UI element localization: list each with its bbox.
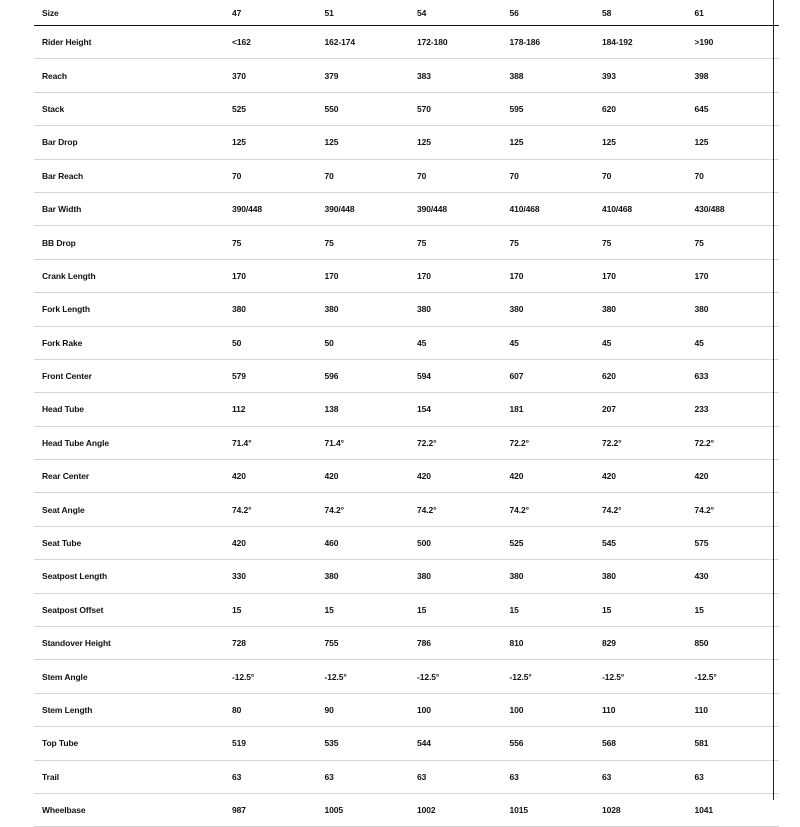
table-cell: 71.4° bbox=[224, 426, 317, 459]
table-row bbox=[34, 26, 779, 59]
row-label: Trail bbox=[34, 760, 224, 793]
table-cell: 70 bbox=[224, 159, 317, 192]
table-cell: 74.2° bbox=[409, 493, 502, 526]
table-row bbox=[34, 293, 779, 326]
table-cell: 63 bbox=[409, 760, 502, 793]
row-label: Bar Width bbox=[34, 192, 224, 225]
table-row bbox=[34, 259, 779, 292]
table-cell: 15 bbox=[224, 593, 317, 626]
table-cell: 570 bbox=[409, 92, 502, 125]
table-cell: 45 bbox=[594, 326, 687, 359]
table-row bbox=[34, 192, 779, 225]
table-cell: -12.5° bbox=[317, 660, 410, 693]
table-cell: 70 bbox=[317, 159, 410, 192]
table-cell: 125 bbox=[409, 126, 502, 159]
table-cell: 987 bbox=[224, 793, 317, 826]
table-cell: 72.2° bbox=[409, 426, 502, 459]
table-cell: 75 bbox=[594, 226, 687, 259]
row-label: Seat Angle bbox=[34, 493, 224, 526]
table-row bbox=[34, 493, 779, 526]
table-cell: 786 bbox=[409, 627, 502, 660]
table-cell: 1015 bbox=[502, 793, 595, 826]
table-cell: 70 bbox=[687, 159, 780, 192]
table-cell: 535 bbox=[317, 727, 410, 760]
row-label: Seatpost Offset bbox=[34, 593, 224, 626]
table-cell: 162-174 bbox=[317, 26, 410, 59]
table-cell: -12.5° bbox=[224, 660, 317, 693]
table-row bbox=[34, 426, 779, 459]
table-cell: 420 bbox=[687, 460, 780, 493]
table-cell: 154 bbox=[409, 393, 502, 426]
table-cell: 1041 bbox=[687, 793, 780, 826]
table-cell: 75 bbox=[317, 226, 410, 259]
table-cell: 125 bbox=[317, 126, 410, 159]
table-cell: 620 bbox=[594, 359, 687, 392]
table-cell: 544 bbox=[409, 727, 502, 760]
table-row bbox=[34, 126, 779, 159]
table-cell: 125 bbox=[687, 126, 780, 159]
table-cell: 420 bbox=[502, 460, 595, 493]
table-cell: 125 bbox=[502, 126, 595, 159]
size-header-label: Size bbox=[34, 0, 224, 26]
table-cell: 380 bbox=[317, 560, 410, 593]
table-cell: 233 bbox=[687, 393, 780, 426]
table-cell: 170 bbox=[317, 259, 410, 292]
table-cell: 645 bbox=[687, 92, 780, 125]
table-cell: 460 bbox=[317, 526, 410, 559]
table-cell: 633 bbox=[687, 359, 780, 392]
table-cell: 15 bbox=[502, 593, 595, 626]
table-cell: 380 bbox=[317, 293, 410, 326]
table-cell: 380 bbox=[594, 293, 687, 326]
row-label: Crank Length bbox=[34, 259, 224, 292]
header-row bbox=[34, 0, 779, 26]
table-cell: 70 bbox=[409, 159, 502, 192]
table-cell: 390/448 bbox=[317, 192, 410, 225]
table-cell: 410/468 bbox=[594, 192, 687, 225]
row-label: Stack bbox=[34, 92, 224, 125]
row-label: Fork Length bbox=[34, 293, 224, 326]
table-cell: 380 bbox=[594, 560, 687, 593]
table-cell: 420 bbox=[317, 460, 410, 493]
table-cell: 420 bbox=[224, 460, 317, 493]
table-cell: 90 bbox=[317, 693, 410, 726]
table-row bbox=[34, 793, 779, 826]
table-cell: 112 bbox=[224, 393, 317, 426]
table-row bbox=[34, 593, 779, 626]
row-label: BB Drop bbox=[34, 226, 224, 259]
table-cell: 70 bbox=[502, 159, 595, 192]
table-cell: 420 bbox=[409, 460, 502, 493]
row-label: Standover Height bbox=[34, 627, 224, 660]
table-cell: 380 bbox=[502, 293, 595, 326]
table-cell: 500 bbox=[409, 526, 502, 559]
row-label: Rear Center bbox=[34, 460, 224, 493]
table-row bbox=[34, 526, 779, 559]
table-cell: 170 bbox=[687, 259, 780, 292]
table-cell: 550 bbox=[317, 92, 410, 125]
table-cell: 596 bbox=[317, 359, 410, 392]
table-cell: 72.2° bbox=[594, 426, 687, 459]
row-label: Stem Angle bbox=[34, 660, 224, 693]
table-cell: 390/448 bbox=[224, 192, 317, 225]
size-header-cell: 51 bbox=[317, 0, 410, 26]
table-cell: 45 bbox=[687, 326, 780, 359]
row-label: Front Center bbox=[34, 359, 224, 392]
row-label: Seatpost Length bbox=[34, 560, 224, 593]
table-cell: 170 bbox=[502, 259, 595, 292]
table-row bbox=[34, 660, 779, 693]
table-row bbox=[34, 460, 779, 493]
table-cell: 75 bbox=[687, 226, 780, 259]
row-label: Bar Drop bbox=[34, 126, 224, 159]
table-cell: 330 bbox=[224, 560, 317, 593]
table-cell: 75 bbox=[224, 226, 317, 259]
table-cell: 568 bbox=[594, 727, 687, 760]
table-cell: 75 bbox=[502, 226, 595, 259]
table-cell: 184-192 bbox=[594, 26, 687, 59]
table-cell: 110 bbox=[687, 693, 780, 726]
table-cell: 15 bbox=[687, 593, 780, 626]
table-cell: 15 bbox=[317, 593, 410, 626]
table-cell: 100 bbox=[502, 693, 595, 726]
row-label: Seat Tube bbox=[34, 526, 224, 559]
table-cell: 100 bbox=[409, 693, 502, 726]
table-cell: 74.2° bbox=[594, 493, 687, 526]
table-cell: 172-180 bbox=[409, 26, 502, 59]
table-cell: 410/468 bbox=[502, 192, 595, 225]
table-row bbox=[34, 560, 779, 593]
row-label: Bar Reach bbox=[34, 159, 224, 192]
table-cell: 71.4° bbox=[317, 426, 410, 459]
table-cell: 75 bbox=[409, 226, 502, 259]
table-cell: 810 bbox=[502, 627, 595, 660]
table-cell: -12.5° bbox=[594, 660, 687, 693]
table-cell: 430/488 bbox=[687, 192, 780, 225]
row-label: Head Tube bbox=[34, 393, 224, 426]
geometry-table bbox=[34, 0, 779, 827]
table-row bbox=[34, 59, 779, 92]
table-cell: 579 bbox=[224, 359, 317, 392]
table-cell: 125 bbox=[594, 126, 687, 159]
table-cell: 50 bbox=[317, 326, 410, 359]
table-cell: 74.2° bbox=[687, 493, 780, 526]
table-cell: >190 bbox=[687, 26, 780, 59]
table-cell: 50 bbox=[224, 326, 317, 359]
table-cell: 170 bbox=[409, 259, 502, 292]
table-cell: 430 bbox=[687, 560, 780, 593]
table-cell: 595 bbox=[502, 92, 595, 125]
table-cell: 545 bbox=[594, 526, 687, 559]
row-label: Stem Length bbox=[34, 693, 224, 726]
table-cell: 63 bbox=[502, 760, 595, 793]
table-cell: 519 bbox=[224, 727, 317, 760]
table-row bbox=[34, 627, 779, 660]
table-cell: 556 bbox=[502, 727, 595, 760]
table-cell: 45 bbox=[409, 326, 502, 359]
geometry-table-container bbox=[34, 0, 774, 827]
row-label: Wheelbase bbox=[34, 793, 224, 826]
table-cell: 525 bbox=[224, 92, 317, 125]
table-cell: 170 bbox=[594, 259, 687, 292]
table-cell: 581 bbox=[687, 727, 780, 760]
table-cell: -12.5° bbox=[409, 660, 502, 693]
table-cell: 728 bbox=[224, 627, 317, 660]
table-cell: 170 bbox=[224, 259, 317, 292]
row-label: Head Tube Angle bbox=[34, 426, 224, 459]
table-cell: 393 bbox=[594, 59, 687, 92]
table-cell: 390/448 bbox=[409, 192, 502, 225]
row-label: Reach bbox=[34, 59, 224, 92]
table-cell: 72.2° bbox=[502, 426, 595, 459]
table-row bbox=[34, 326, 779, 359]
size-header-cell: 54 bbox=[409, 0, 502, 26]
table-cell: 45 bbox=[502, 326, 595, 359]
table-cell: 380 bbox=[409, 560, 502, 593]
table-cell: 178-186 bbox=[502, 26, 595, 59]
table-cell: 829 bbox=[594, 627, 687, 660]
table-cell: 370 bbox=[224, 59, 317, 92]
table-cell: 15 bbox=[594, 593, 687, 626]
table-cell: 380 bbox=[409, 293, 502, 326]
table-cell: 388 bbox=[502, 59, 595, 92]
table-cell: 594 bbox=[409, 359, 502, 392]
size-header-cell: 61 bbox=[687, 0, 780, 26]
size-header-cell: 47 bbox=[224, 0, 317, 26]
table-cell: 63 bbox=[224, 760, 317, 793]
table-cell: 607 bbox=[502, 359, 595, 392]
table-row bbox=[34, 693, 779, 726]
table-row bbox=[34, 159, 779, 192]
table-cell: 380 bbox=[687, 293, 780, 326]
row-label: Fork Rake bbox=[34, 326, 224, 359]
table-cell: 74.2° bbox=[317, 493, 410, 526]
table-cell: 1028 bbox=[594, 793, 687, 826]
table-row bbox=[34, 760, 779, 793]
table-cell: 420 bbox=[224, 526, 317, 559]
row-label: Top Tube bbox=[34, 727, 224, 760]
table-cell: 755 bbox=[317, 627, 410, 660]
table-cell: 379 bbox=[317, 59, 410, 92]
table-cell: -12.5° bbox=[502, 660, 595, 693]
table-cell: 72.2° bbox=[687, 426, 780, 459]
table-cell: 15 bbox=[409, 593, 502, 626]
row-label: Rider Height bbox=[34, 26, 224, 59]
table-cell: 70 bbox=[594, 159, 687, 192]
table-cell: 80 bbox=[224, 693, 317, 726]
table-cell: 110 bbox=[594, 693, 687, 726]
table-cell: 850 bbox=[687, 627, 780, 660]
table-row bbox=[34, 359, 779, 392]
table-cell: -12.5° bbox=[687, 660, 780, 693]
table-row bbox=[34, 226, 779, 259]
table-cell: 74.2° bbox=[224, 493, 317, 526]
table-row bbox=[34, 92, 779, 125]
table-cell: 620 bbox=[594, 92, 687, 125]
table-cell: 575 bbox=[687, 526, 780, 559]
table-cell: 383 bbox=[409, 59, 502, 92]
size-header-cell: 56 bbox=[502, 0, 595, 26]
table-cell: 1002 bbox=[409, 793, 502, 826]
table-cell: 380 bbox=[224, 293, 317, 326]
table-cell: 63 bbox=[594, 760, 687, 793]
table-cell: 380 bbox=[502, 560, 595, 593]
table-cell: 420 bbox=[594, 460, 687, 493]
table-cell: <162 bbox=[224, 26, 317, 59]
table-cell: 63 bbox=[687, 760, 780, 793]
table-cell: 207 bbox=[594, 393, 687, 426]
table-cell: 138 bbox=[317, 393, 410, 426]
right-border bbox=[773, 0, 774, 800]
table-cell: 398 bbox=[687, 59, 780, 92]
table-cell: 63 bbox=[317, 760, 410, 793]
size-header-cell: 58 bbox=[594, 0, 687, 26]
table-row bbox=[34, 393, 779, 426]
table-cell: 125 bbox=[224, 126, 317, 159]
table-cell: 181 bbox=[502, 393, 595, 426]
table-row bbox=[34, 727, 779, 760]
table-cell: 525 bbox=[502, 526, 595, 559]
table-cell: 1005 bbox=[317, 793, 410, 826]
table-cell: 74.2° bbox=[502, 493, 595, 526]
